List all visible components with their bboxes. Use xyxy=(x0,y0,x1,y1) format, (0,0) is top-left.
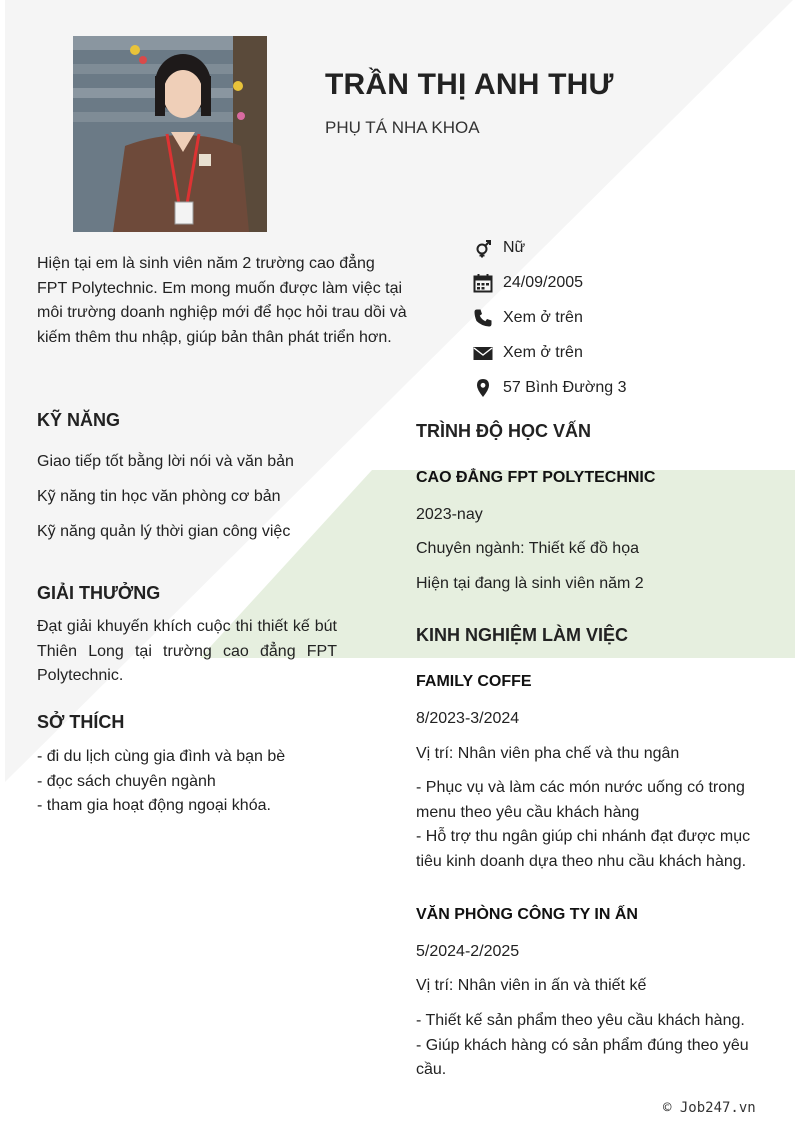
contact-phone-text: Xem ở trên xyxy=(503,308,583,326)
career-summary: Hiện tại em là sinh viên năm 2 trường cao đẳng FPT Polytechnic. Em mong muốn được làm việc tại môi trường doanh nghiệp mới để học hỏi trau dồi và kiếm thêm thu nhập, giúp bản thân phát triển hơn. xyxy=(37,255,407,346)
contact-gender-text: Nữ xyxy=(503,238,526,256)
contact-gender xyxy=(473,230,773,265)
contact-birthday-text: 24/09/2005 xyxy=(503,273,584,291)
candidate-name: TRẦN THỊ ANH THƯ xyxy=(325,68,614,101)
profile-photo xyxy=(73,36,267,232)
hobbies-list xyxy=(37,745,377,819)
skill-item: Kỹ năng quản lý thời gian công việc xyxy=(37,523,291,540)
job-duty: - Phục vụ và làm các món nước uống có trong menu theo yêu cầu khách hàng xyxy=(416,779,745,821)
contact-birthday xyxy=(473,265,773,300)
job-period: 5/2024-2/2025 xyxy=(416,943,520,960)
skill-item: Giao tiếp tốt bằng lời nói và văn bản xyxy=(37,453,294,470)
education-note: Hiện tại đang là sinh viên năm 2 xyxy=(416,575,644,592)
skill-item: Kỹ năng tin học văn phòng cơ bản xyxy=(37,488,281,505)
awards-title: GIẢI THƯỞNG xyxy=(37,583,161,603)
candidate-role: PHỤ TÁ NHA KHOA xyxy=(325,118,480,137)
job-duty: - Hỗ trợ thu ngân giúp chi nhánh đạt được mục tiêu kinh doanh dựa theo nhu cầu khách hàng. xyxy=(416,828,751,870)
experience-title: KINH NGHIỆM LÀM VIỆC xyxy=(416,625,629,645)
skills-list xyxy=(37,450,397,555)
hobby-item: - đi du lịch cùng gia đình và bạn bè xyxy=(37,748,286,765)
job-position: Vị trí: Nhân viên in ấn và thiết kế xyxy=(416,977,647,994)
email-icon xyxy=(473,343,493,363)
calendar-icon xyxy=(473,273,493,293)
education-title: TRÌNH ĐỘ HỌC VẤN xyxy=(416,421,591,441)
education-major: Chuyên ngành: Thiết kế đồ họa xyxy=(416,540,639,557)
hobby-item: - đọc sách chuyên ngành xyxy=(37,772,216,790)
phone-icon xyxy=(473,308,493,328)
job-description xyxy=(416,776,778,874)
skills-title: KỸ NĂNG xyxy=(37,410,121,430)
footer-watermark: © Job247.vn xyxy=(663,1100,756,1116)
contact-list xyxy=(473,230,773,405)
hobbies-title: SỞ THÍCH xyxy=(37,712,125,732)
job-description xyxy=(416,1009,778,1083)
job-company: FAMILY COFFE xyxy=(416,673,532,690)
education-school: CAO ĐẲNG FPT POLYTECHNIC xyxy=(416,469,656,486)
contact-phone xyxy=(473,300,773,335)
award-text: Đạt giải khuyến khích cuộc thi thiết kế bút Thiên Long tại trường cao đẳng FPT Polytechnic. xyxy=(37,618,337,684)
hobby-item: - tham gia hoạt động ngoại khóa. xyxy=(37,797,271,814)
contact-address xyxy=(473,370,773,405)
job-duty: - Giúp khách hàng có sản phẩm đúng theo yêu cầu. xyxy=(416,1036,749,1078)
job-company: VĂN PHÒNG CÔNG TY IN ẤN xyxy=(416,906,638,923)
contact-email-text: Xem ở trên xyxy=(503,343,583,361)
contact-address-text: 57 Bình Đường 3 xyxy=(503,378,627,396)
contact-email xyxy=(473,335,773,370)
location-icon xyxy=(473,378,493,398)
job-duty: - Thiết kế sản phẩm theo yêu cầu khách hàng. xyxy=(416,1012,745,1029)
job-position: Vị trí: Nhân viên pha chế và thu ngân xyxy=(416,745,680,762)
job-period: 8/2023-3/2024 xyxy=(416,710,520,727)
education-period: 2023-nay xyxy=(416,506,483,523)
gender-icon xyxy=(473,238,493,258)
